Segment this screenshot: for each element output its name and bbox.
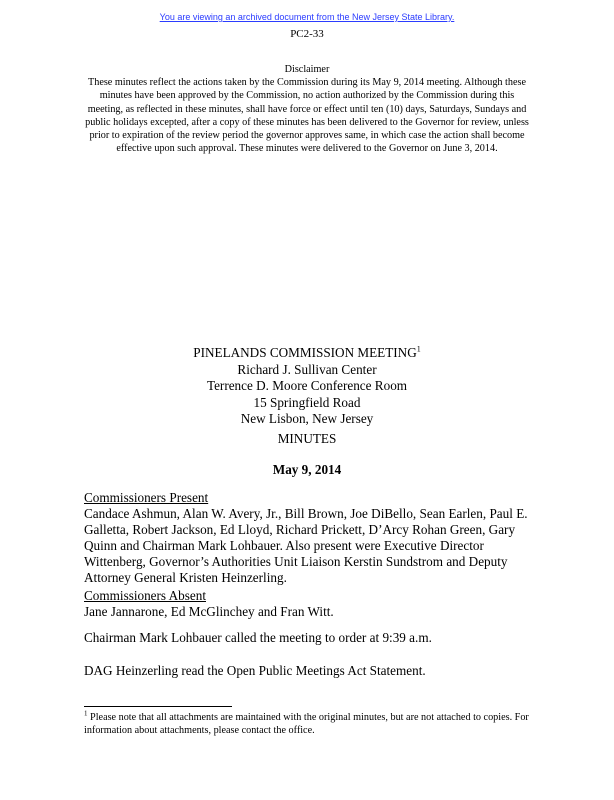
meeting-room: Terrence D. Moore Conference Room (206, 378, 408, 394)
commissioners-absent-section (84, 588, 536, 620)
footnote-mark: 1 (84, 709, 88, 718)
call-to-order-paragraph: Chairman Mark Lohbauer called the meeting to order at 9:39 a.m. (84, 630, 432, 645)
footnote (84, 711, 544, 737)
disclaimer-block (84, 63, 530, 155)
opma-statement-paragraph: DAG Heinzerling read the Open Public Meetings Act Statement. (84, 663, 426, 678)
meeting-city: New Lisbon, New Jersey (240, 411, 374, 427)
meeting-venue: Richard J. Sullivan Center (237, 361, 377, 377)
footnote-text: Please note that all attachments are maintained with the original minutes, but are not attached to copies. For information about attachments, please contact the office. (84, 712, 529, 737)
footnote-divider (84, 706, 232, 707)
commissioners-present-section (84, 490, 536, 586)
meeting-title-line (0, 345, 614, 362)
minutes-title: MINUTES (277, 431, 337, 446)
meeting-street: 15 Springfield Road (253, 394, 361, 410)
meeting-date: May 9, 2014 (272, 462, 342, 477)
meeting-heading (0, 345, 614, 428)
meeting-title: PINELANDS COMMISSION MEETING (193, 345, 417, 360)
commissioners-present-heading: Commissioners Present (84, 490, 209, 505)
disclaimer-title: Disclaimer (284, 64, 330, 75)
commissioners-present-text: Candace Ashmun, Alan W. Avery, Jr., Bill Brown, Joe DiBello, Sean Earlen, Paul E. Galletta, Robert Jackson, Ed Lloyd, Richard Prickett, D’Arcy Rohan Green, Gary Quinn and Chairman Mark Lohbauer. Also present were Executive Director Wittenberg, Governor’s Authorities Unit Liaison Kerstin Sundstrom and Deputy Attorney General Kristen Heinzerling. (84, 506, 528, 585)
commissioners-absent-text: Jane Jannarone, Ed McGlinchey and Fran Witt. (84, 604, 334, 619)
document-id: PC2-33 (290, 28, 324, 40)
meeting-footnote-mark: 1 (416, 344, 421, 354)
disclaimer-body: These minutes reflect the actions taken by the Commission during its May 9, 2014 meeting. Although these minutes have been approved by the Commission, no action authorized by the Commission during this meeting, as reflected in these minutes, shall have force or effect until ten (10) days, Saturdays, Sundays and public holidays excepted, after a copy of these minutes has been delivered to the Governor for review, unless prior to expiration of the review period the governor approves same, in which case the action shall become effective upon such approval. These minutes were delivered to the Governor on June 3, 2014. (85, 77, 529, 155)
archive-notice-link[interactable]: You are viewing an archived document from the New Jersey State Library. (159, 12, 455, 22)
commissioners-absent-heading: Commissioners Absent (84, 588, 206, 603)
